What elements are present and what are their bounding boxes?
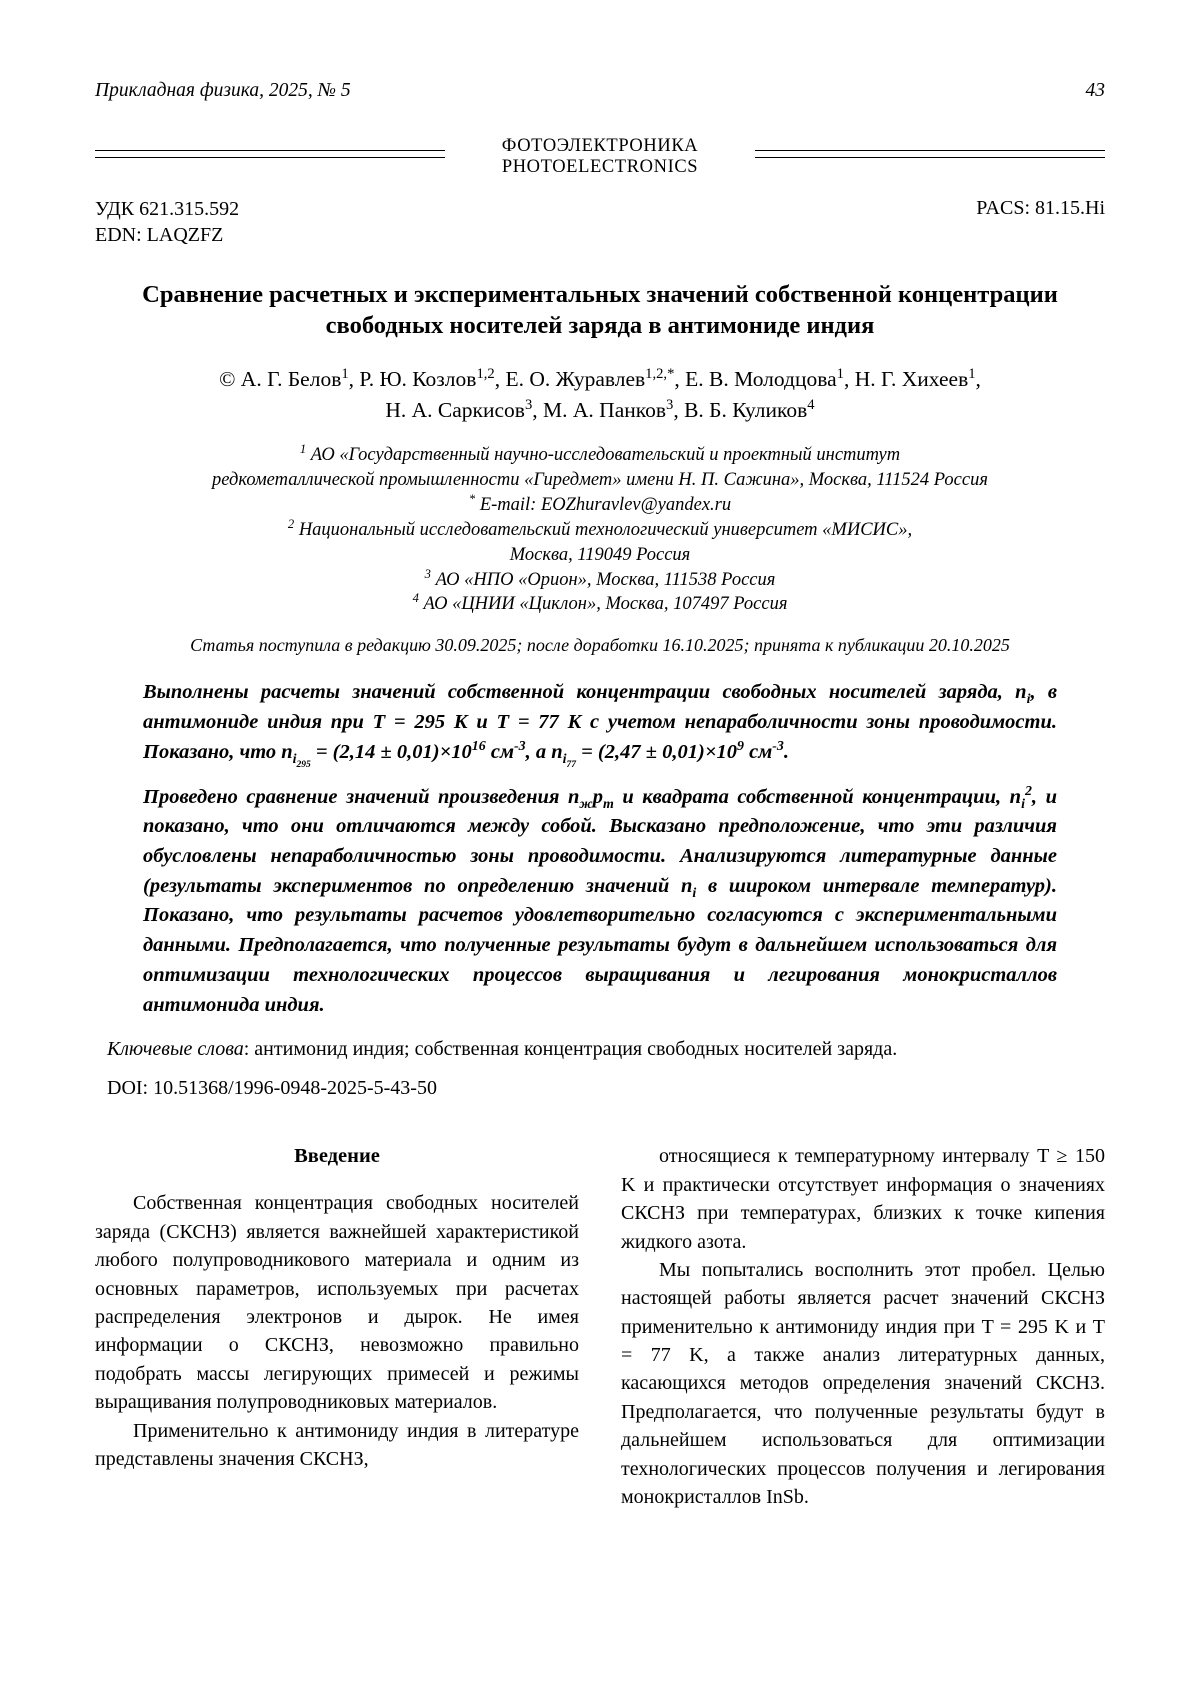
affiliation-1a: $^1$ АО «Государственный научно-исследовательский и проектный институт: [299, 441, 901, 465]
banner-rule-right: [755, 150, 1105, 158]
section-name-ru: ФОТОЭЛЕКТРОНИКА: [501, 136, 699, 156]
pacs-code: PACS: 81.15.Hi: [976, 197, 1105, 220]
codes-row: [95, 197, 1105, 248]
affiliations-block: [95, 443, 1105, 618]
authors-block: [95, 364, 1105, 426]
edn-code: EDN: LAQZFZ: [95, 224, 224, 247]
authors-line-1: © А. Г. Белов$^1$, Р. Ю. Козлов$^{1,2}$, Е. О. Журавлев$^{1,2,*}$, Е. В. Молодцова$^1$, Н. Г. Хихеев$^1$,: [219, 366, 981, 392]
article-title: Сравнение расчетных и экспериментальных значений собственной концентрации свободных носителей заряда в антимониде индия: [142, 280, 1058, 340]
codes-right: [976, 197, 1105, 248]
right-paragraph-1: относящиеся к температурному интервалу T ≥ 150 K и практически отсутствует информация о значениях СКСНЗ при температурах, близких к точке кипения жидкого азота.: [621, 1145, 1105, 1253]
affiliation-3: $^3$ АО «НПО «Орион», Москва, 111538 Россия: [424, 566, 776, 590]
left-column: [95, 1142, 579, 1511]
body-columns: [95, 1142, 1105, 1511]
journal-reference: Прикладная физика, 2025, № 5: [95, 80, 351, 101]
keywords-label: Ключевые слова: [107, 1038, 244, 1061]
page-content: [95, 80, 1105, 1511]
left-paragraph-2: Применительно к антимониду индия в литературе представлены значения СКСНЗ,: [95, 1419, 579, 1470]
affiliation-4: $^4$ АО «ЦНИИ «Циклон», Москва, 107497 Россия: [412, 591, 788, 615]
banner-text: [490, 136, 710, 177]
codes-left: [95, 197, 239, 248]
affiliation-1b: редкометаллической промышленности «Гиредмет» имени Н. П. Сажина», Москва, 111524 Россия: [212, 469, 988, 490]
left-paragraph-1: Собственная концентрация свободных носителей заряда (СКСНЗ) является важнейшей характеристикой любого полупроводникового материала и одним из основных параметров, используемых при расчетах распределения электронов и дырок. Не имея информации о СКСНЗ, невозможно правильно подобрать массы легирующих примесей и режимы выращивания полупроводниковых материалов.: [95, 1192, 579, 1414]
affiliation-2b: Москва, 119049 Россия: [509, 544, 691, 565]
section-heading-introduction: Введение: [294, 1145, 380, 1168]
keywords-text: : антимонид индия; собственная концентрация свободных носителей заряда.: [243, 1038, 898, 1061]
received-dates: Статья поступила в редакцию 30.09.2025; после доработки 16.10.2025; принята к публикации 20.10.2025: [190, 635, 1010, 656]
running-head: [95, 80, 1105, 102]
banner-rule-left: [95, 150, 445, 158]
abstract-paragraph-1: Выполнены расчеты значений собственной концентрации свободных носителей заряда, $n_i$, в антимониде индия при T = 295 K и T = 77 K с учетом непараболичности зоны проводимости. Показано, что $n_{i_{295}} = (2,14 \pm 0,01)\times 10^{16}$ $см^{-3}$, а $n_{i_{77}} = (2,47 \pm 0,01)\times 10^9$ $см^{-3}$.: [143, 681, 1057, 770]
abstract: [95, 678, 1105, 1020]
affiliation-email: * E-mail: EOZhuravlev@yandex.ru: [468, 491, 732, 515]
abstract-paragraph-2: Проведено сравнение значений произведения $n_жр_т$ и квадрата собственной концентрации, $n_i^2$, и показано, что они отличаются между собой. Высказано предположение, что эти различия обусловлены непараболичностью зоны проводимости. Анализируются литературные данные (результаты экспериментов по определению значений $n_i$ в широком интервале температур). Показано, что результаты расчетов удовлетворительно согласуются с экспериментальными данными. Предполагается, что полученные результаты будут в дальнейшем использоваться для оптимизации технологических процессов выращивания и легирования монокристаллов антимонида индия.: [143, 783, 1058, 1016]
right-column: [621, 1142, 1105, 1511]
affiliation-2a: $^2$ Национальный исследовательский технологический университет «МИСИС»,: [287, 516, 913, 540]
right-paragraph-2: Мы попытались восполнить этот пробел. Целью настоящей работы является расчет значений СКСНЗ применительно к антимониду индия при T = 295 K и T = 77 K, а также анализ литературных данных, касающихся методов определения значений СКСНЗ. Предполагается, что полученные результаты будут в дальнейшем использоваться для оптимизации технологических процессов получения и легирования монокристаллов InSb.: [621, 1258, 1105, 1509]
page-number: 43: [1085, 80, 1105, 101]
keywords-line: [95, 1035, 1105, 1063]
section-name-en: PHOTOELECTRONICS: [501, 156, 699, 177]
doi-line: DOI: 10.51368/1996-0948-2025-5-43-50: [107, 1077, 437, 1100]
section-banner: [95, 136, 1105, 177]
udk-code: УДК 621.315.592: [95, 198, 240, 221]
authors-line-2: Н. А. Саркисов$^3$, М. А. Панков$^3$, В. Б. Куликов$^4$: [385, 397, 815, 423]
